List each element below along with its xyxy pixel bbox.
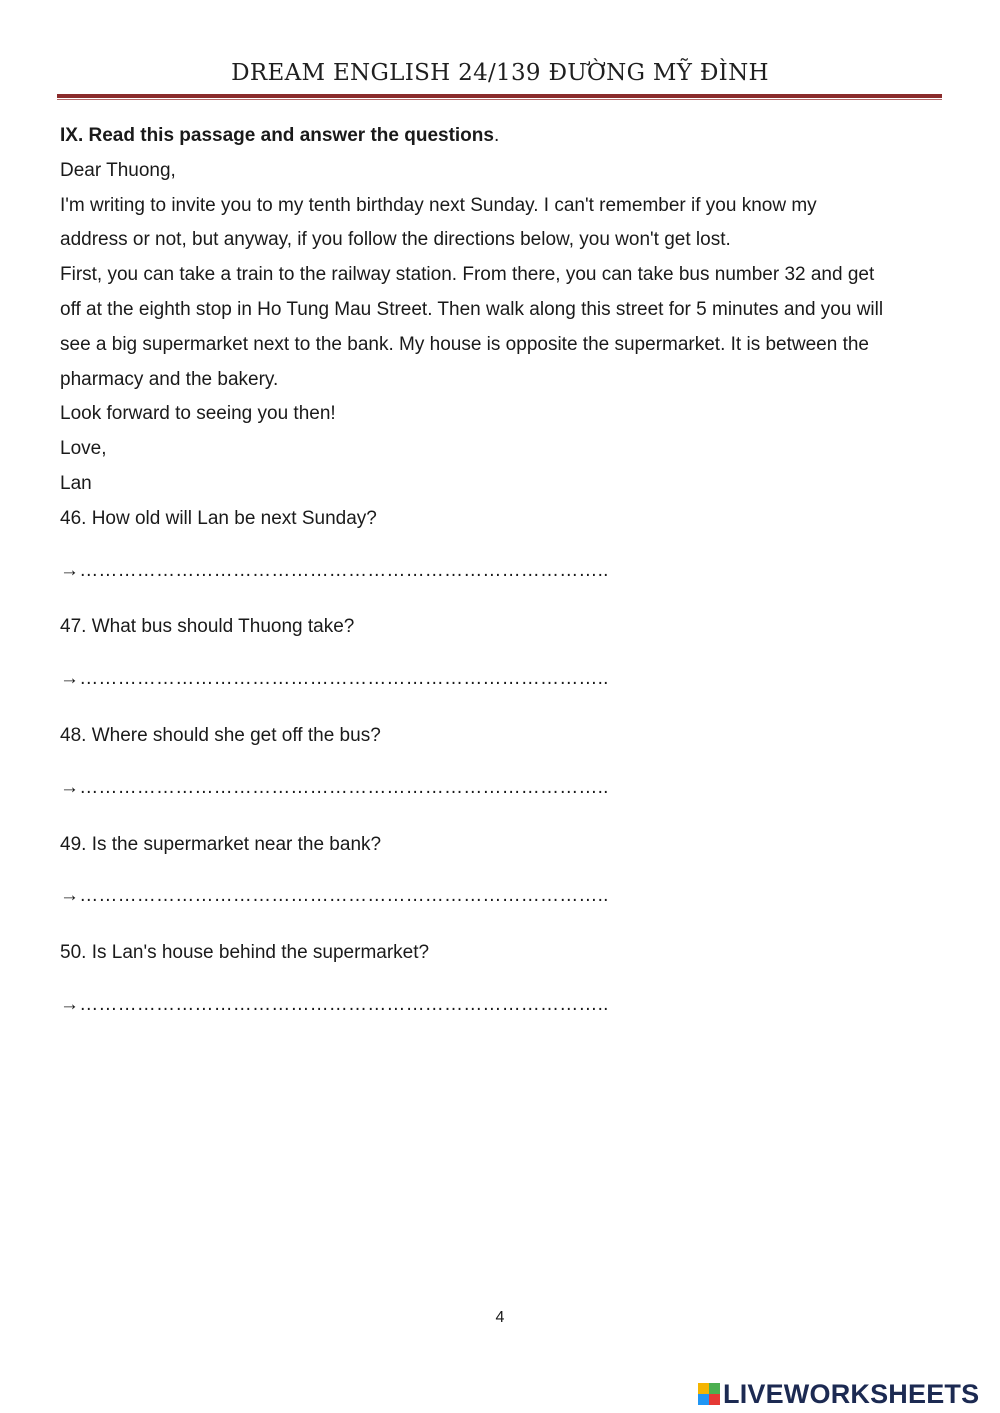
- logo-tile-i: [709, 1383, 720, 1394]
- logo-tile-v: [698, 1394, 709, 1405]
- page-number: 4: [495, 1309, 505, 1326]
- liveworksheets-brand-text: LIVEWORKSHEETS: [723, 1378, 980, 1409]
- letter-line: address or not, but anyway, if you follow the directions below, you won't get lost.: [60, 229, 731, 251]
- answer-field[interactable]: →………………………………………………………………………..: [60, 559, 609, 581]
- worksheet-content: [60, 119, 940, 1045]
- question-text: 48. Where should she get off the bus?: [60, 724, 381, 746]
- letter-line: I'm writing to invite you to my tenth birthday next Sunday. I can't remember if you know my: [60, 194, 817, 216]
- question-text: 46. How old will Lan be next Sunday?: [60, 507, 377, 529]
- section-heading-tail: .: [493, 125, 500, 146]
- section-heading-bold: IX. Read this passage and answer the questions: [60, 125, 494, 146]
- letter-closing: Love,: [60, 438, 107, 460]
- answer-field[interactable]: →………………………………………………………………………..: [60, 993, 609, 1015]
- answer-field[interactable]: →………………………………………………………………………..: [60, 776, 609, 798]
- section-heading: [60, 119, 940, 154]
- question-item: [60, 936, 940, 1023]
- question-text: 47. What bus should Thuong take?: [60, 616, 355, 638]
- liveworksheets-logo-icon: [698, 1383, 720, 1405]
- logo-tile-e: [709, 1394, 720, 1405]
- letter-line: see a big supermarket next to the bank. My house is opposite the supermarket. It is between the: [60, 333, 870, 355]
- letter-greeting: Dear Thuong,: [60, 159, 176, 181]
- question-item: [60, 719, 940, 806]
- letter-signature: Lan: [60, 472, 92, 494]
- header-divider: [57, 94, 942, 98]
- question-item: [60, 502, 940, 589]
- question-text: 50. Is Lan's house behind the supermarket?: [60, 942, 430, 964]
- logo-tile-l: [698, 1383, 709, 1394]
- question-item: [60, 610, 940, 697]
- liveworksheets-logo[interactable]: [698, 1378, 979, 1410]
- letter-line: First, you can take a train to the railway station. From there, you can take bus number 32 and get: [60, 264, 875, 286]
- letter-line: pharmacy and the bakery.: [60, 368, 279, 390]
- answer-field[interactable]: →………………………………………………………………………..: [60, 668, 609, 690]
- header-divider-thin: [57, 99, 942, 100]
- question-text: 49. Is the supermarket near the bank?: [60, 833, 382, 855]
- question-item: [60, 828, 940, 915]
- letter-line: Look forward to seeing you then!: [60, 403, 336, 425]
- letter-line: off at the eighth stop in Ho Tung Mau Street. Then walk along this street for 5 minutes and you will: [60, 298, 884, 320]
- answer-field[interactable]: →………………………………………………………………………..: [60, 885, 609, 907]
- page-header-title: DREAM ENGLISH 24/139 ĐƯỜNG MỸ ĐÌNH: [231, 60, 769, 86]
